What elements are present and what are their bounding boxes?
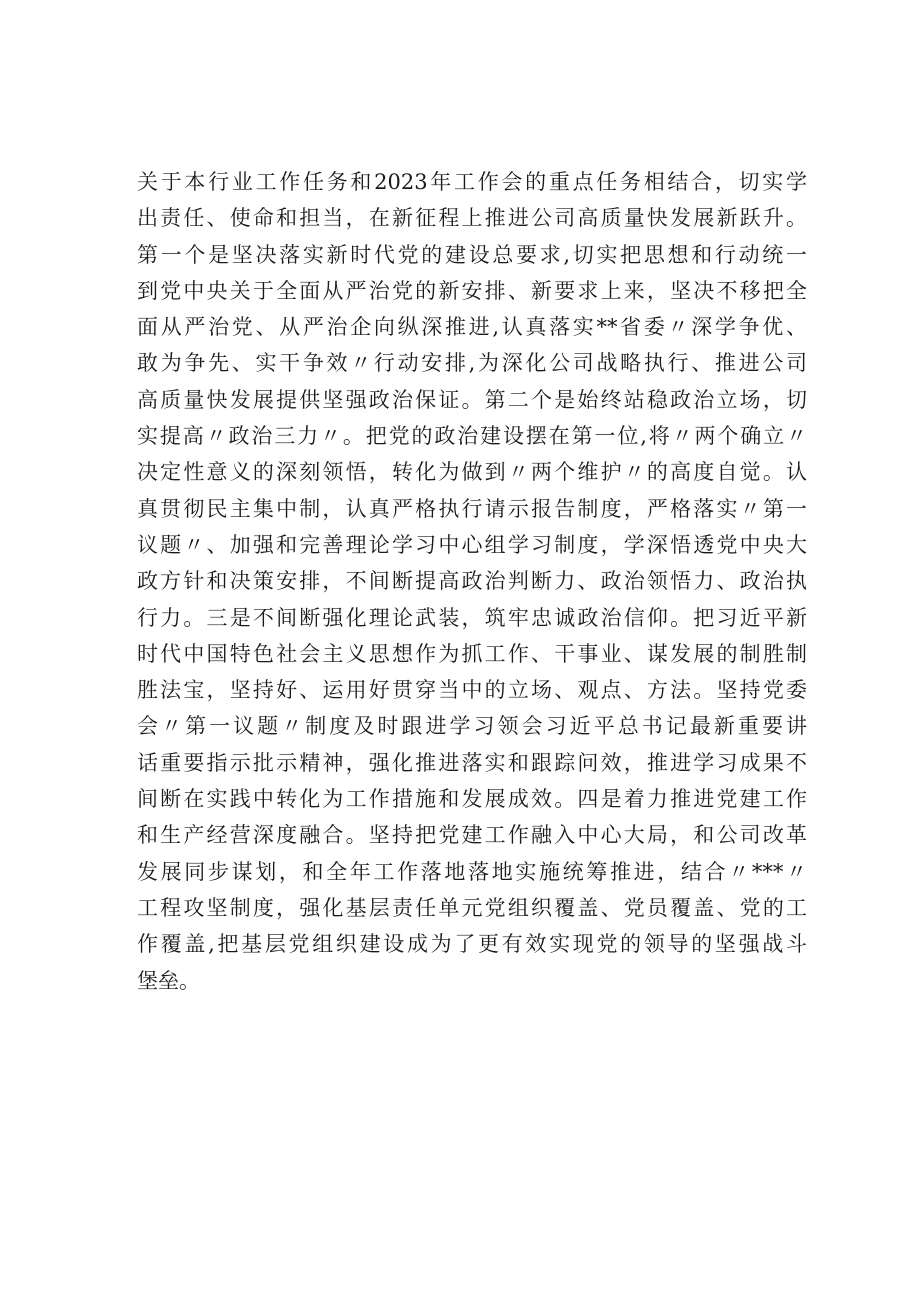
body-text [137,164,807,999]
text-line: 真贯彻民主集中制，认真严格执行请示报告制度，严格落实〃第一 [137,496,807,521]
text-line: 胜法宝，坚持好、运用好贯穿当中的立场、观点、方法。坚持党委 [137,678,807,703]
text-line: 第一个是坚决落实新时代党的建设总要求,切实把思想和行动统一 [137,242,807,267]
text-line: 话重要指示批示精神，强化推进落实和跟踪问效，推进学习成果不 [137,750,807,775]
text-line: 和生产经营深度融合。坚持把党建工作融入中心大局，和公司改革 [137,823,807,848]
text-line: 议题〃、加强和完善理论学习中心组学习制度，学深悟透党中央大 [137,532,807,557]
text-line: 堡垒。 [137,968,200,993]
text-line: 发展同步谋划，和全年工作落地落地实施统筹推进，结合〃***〃 [137,859,807,884]
text-line: 行力。三是不间断强化理论武装，筑牢忠诚政治信仰。把习近平新 [137,605,807,630]
text-line: 面从严治党、从严治企向纵深推进,认真落实**省委〃深学争优、 [137,315,807,340]
text-line: 敢为争先、实干争效〃行动安排,为深化公司战略执行、推进公司 [137,351,807,376]
text-line: 到党中央关于全面从严治党的新安排、新要求上来，坚决不移把全 [137,278,807,303]
text-line: 高质量快发展提供坚强政治保证。第二个是始终站稳政治立场，切 [137,387,807,412]
text-line: 出责任、使命和担当，在新征程上推进公司高质量快发展新跃升。 [137,206,807,231]
text-line: 政方针和决策安排，不间断提高政治判断力、政治领悟力、政治执 [137,569,807,594]
text-line: 间断在实践中转化为工作措施和发展成效。四是着力推进党建工作 [137,787,807,812]
text-line: 时代中国特色社会主义思想作为抓工作、干事业、谋发展的制胜制 [137,641,807,666]
text-line: 会〃第一议题〃制度及时跟进学习领会习近平总书记最新重要讲 [137,714,807,739]
text-line: 关于本行业工作任务和2023年工作会的重点任务相结合，切实学 [137,170,807,194]
text-line: 实提高〃政治三力〃。把党的政治建设摆在第一位,将〃两个确立〃 [137,424,807,449]
text-line: 作覆盖,把基层党组织建设成为了更有效实现党的领导的坚强战斗 [137,932,807,957]
text-line: 工程攻坚制度，强化基层责任单元党组织覆盖、党员覆盖、党的工 [137,895,807,920]
text-line: 决定性意义的深刻领悟，转化为做到〃两个维护〃的高度自觉。认 [137,460,807,485]
